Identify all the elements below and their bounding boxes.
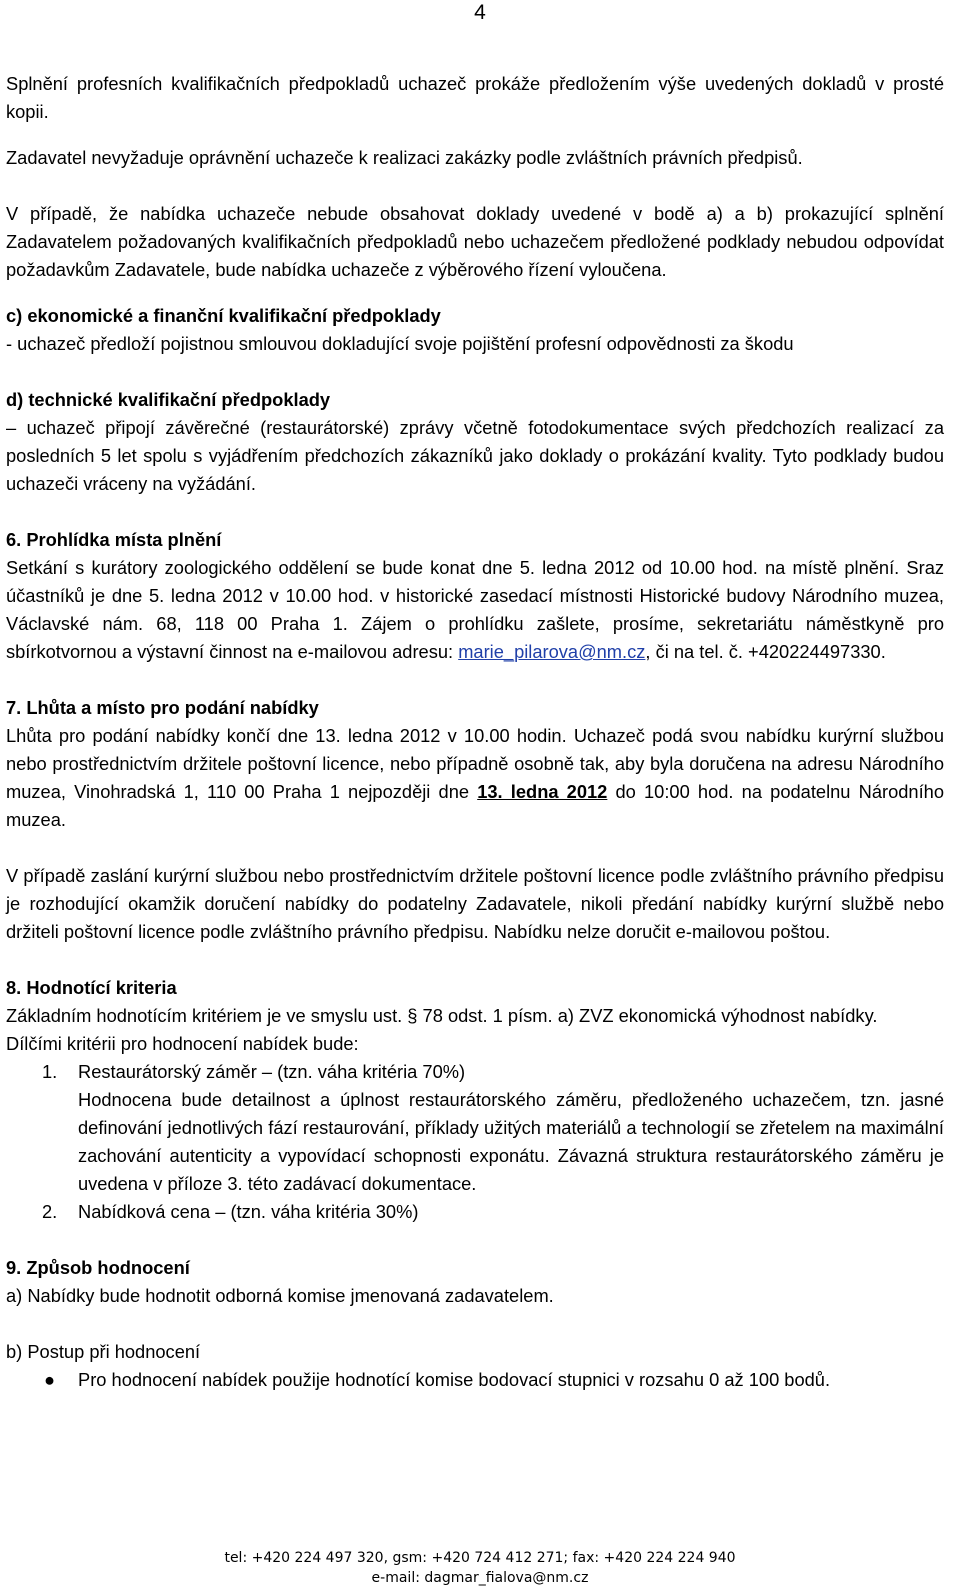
section-9-heading: 9. Způsob hodnocení bbox=[6, 1257, 190, 1278]
section-8-heading: 8. Hodnotící kriteria bbox=[6, 977, 177, 998]
section-7-title: Lhůta a místo pro podání nabídky bbox=[26, 697, 319, 718]
criteria-item: 2. Nabídková cena – (tzn. váha kritéria 30%) bbox=[42, 1201, 419, 1222]
section-6-title: Prohlídka místa plnění bbox=[26, 529, 222, 550]
section-9-b: b) Postup při hodnocení bbox=[6, 1341, 201, 1362]
page-footer bbox=[0, 1548, 960, 1588]
section-d-heading: d) technické kvalifikační předpoklady bbox=[6, 389, 331, 410]
email-link[interactable]: marie_pilarova@nm.cz bbox=[458, 641, 646, 662]
section-7-text: Lhůta pro podání nabídky končí dne 13. ledna 2012 v 10.00 hodin. Uchazeč podá svou nabídku kurýrní službou nebo prostřednictvím držitele poštovní licence, nebo případně osobně tak, aby byla doručena na adresu Národního muzea, Vinohradská 1, 110 00 Praha 1 nejpozději dne 13. ledna 2012 do 10:00 hod. na podatelnu Národního muzea. bbox=[6, 725, 944, 830]
paragraph-no-authorization: Zadavatel nevyžaduje oprávnění uchazeče k realizaci zakázky podle zvláštních právních předpisů. bbox=[6, 147, 803, 168]
criteria-item: 1. Restaurátorský záměr – (tzn. váha kritéria 70%) Hodnocena bude detailnost a úplnost restaurátorského záměru, předloženého uchazečem, tzn. jasné definování jednotlivých fází restaurování, příklady užitých materiálů a technologií se zřetelem na maximální zachování autenticity a vypovídací schopnosti exponátu. Závazná struktura restaurátorského záměru je uvedena v příloze 3. této zadávací dokumentace. bbox=[6, 1058, 944, 1198]
criteria-description: Hodnocena bude detailnost a úplnost restaurátorského záměru, předloženého uchazečem, tzn. jasné definování jednotlivých fází restaurování, příklady užitých materiálů a technologií se zřetelem na maximální zachování autenticity a vypovídací schopnosti exponátu. Závazná struktura restaurátorského záměru je uvedena v příloze 3. této zadávací dokumentace. bbox=[78, 1089, 944, 1194]
criteria-title: Restaurátorský záměr – (tzn. váha kritéria 70%) bbox=[78, 1061, 466, 1082]
footer-contact-email: e-mail: dagmar_fialova@nm.cz bbox=[371, 1570, 589, 1586]
deadline-date: 13. ledna 2012 bbox=[477, 781, 608, 802]
section-6-heading: 6. Prohlídka místa plnění bbox=[6, 529, 222, 550]
page-number: 4 bbox=[474, 1, 486, 24]
section-8-title: Hodnotící kriteria bbox=[26, 977, 177, 998]
criteria-list bbox=[6, 1058, 944, 1226]
section-6-text: Setkání s kurátory zoologického oddělení se bude konat dne 5. ledna 2012 od 10.00 hod. na místě plnění. Sraz účastníků je dne 5. ledna 2012 v 10.00 hod. v historické zasedací místnosti Historické budovy Národního muzea, Václavské nám. 68, 118 00 Praha 1. Zájem o prohlídku zašlete, prosíme, sekretariátu náměstkyně pro sbírkotvornou a výstavní činnost na e-mailovou adresu: marie_pilarova@nm.cz, či na tel. č. +420224497330. bbox=[6, 557, 944, 662]
section-9-a: a) Nabídky bude hodnotit odborná komise jmenovaná zadavatelem. bbox=[6, 1285, 554, 1306]
criteria-title: Nabídková cena – (tzn. váha kritéria 30%) bbox=[78, 1201, 419, 1222]
bullet-list bbox=[6, 1366, 944, 1394]
document-body bbox=[6, 70, 944, 1394]
section-7-heading: 7. Lhůta a místo pro podání nabídky bbox=[6, 697, 319, 718]
bullet-icon: ● bbox=[44, 1369, 56, 1390]
list-item: ● Pro hodnocení nabídek použije hodnotící komise bodovací stupnici v rozsahu 0 až 100 bodů. bbox=[6, 1366, 944, 1394]
section-c-text: - uchazeč předloží pojistnou smlouvou dokladující svoje pojištění profesní odpovědnosti za škodu bbox=[6, 333, 794, 354]
section-9-title: Způsob hodnocení bbox=[26, 1257, 190, 1278]
paragraph-qualification-proof: Splnění profesních kvalifikačních předpokladů uchazeč prokáže předložením výše uvedených dokladů v prosté kopii. bbox=[6, 73, 944, 122]
section-d-text: – uchazeč připojí závěrečné (restaurátorské) zprávy včetně fotodokumentace svých předchozích realizací za posledních 5 let spolu s vyjádřením předchozích zákazníků jako doklady o prokázání kvality. Tyto podklady budou uchazeči vráceny na vyžádání. bbox=[6, 417, 944, 494]
section-c-heading: c) ekonomické a finanční kvalifikační předpoklady bbox=[6, 305, 441, 326]
section-8-sub-criteria-intro: Dílčími kritérii pro hodnocení nabídek bude: bbox=[6, 1033, 359, 1054]
section-7-courier-paragraph: V případě zaslání kurýrní službou nebo prostřednictvím držitele poštovní licence podle zvláštního právního předpisu je rozhodující okamžik doručení nabídky do podatelny Zadavatele, nikoli předání nabídky kurýrní službě nebo držiteli poštovní licence podle zvláštního právního předpisu. Nabídku nelze doručit e-mailovou poštou. bbox=[6, 865, 944, 942]
paragraph-exclusion: V případě, že nabídka uchazeče nebude obsahovat doklady uvedené v bodě a) a b) prokazující splnění Zadavatelem požadovaných kvalifikačních předpokladů nebo uchazečem předložené podklady nebudou odpovídat požadavkům Zadavatele, bude nabídka uchazeče z výběrového řízení vyloučena. bbox=[6, 203, 944, 280]
section-8-main-criterion: Základním hodnotícím kritériem je ve smyslu ust. § 78 odst. 1 písm. a) ZVZ ekonomická výhodnost nabídky. bbox=[6, 1005, 878, 1026]
footer-contact-phones: tel: +420 224 497 320, gsm: +420 724 412 271; fax: +420 224 224 940 bbox=[224, 1550, 736, 1566]
